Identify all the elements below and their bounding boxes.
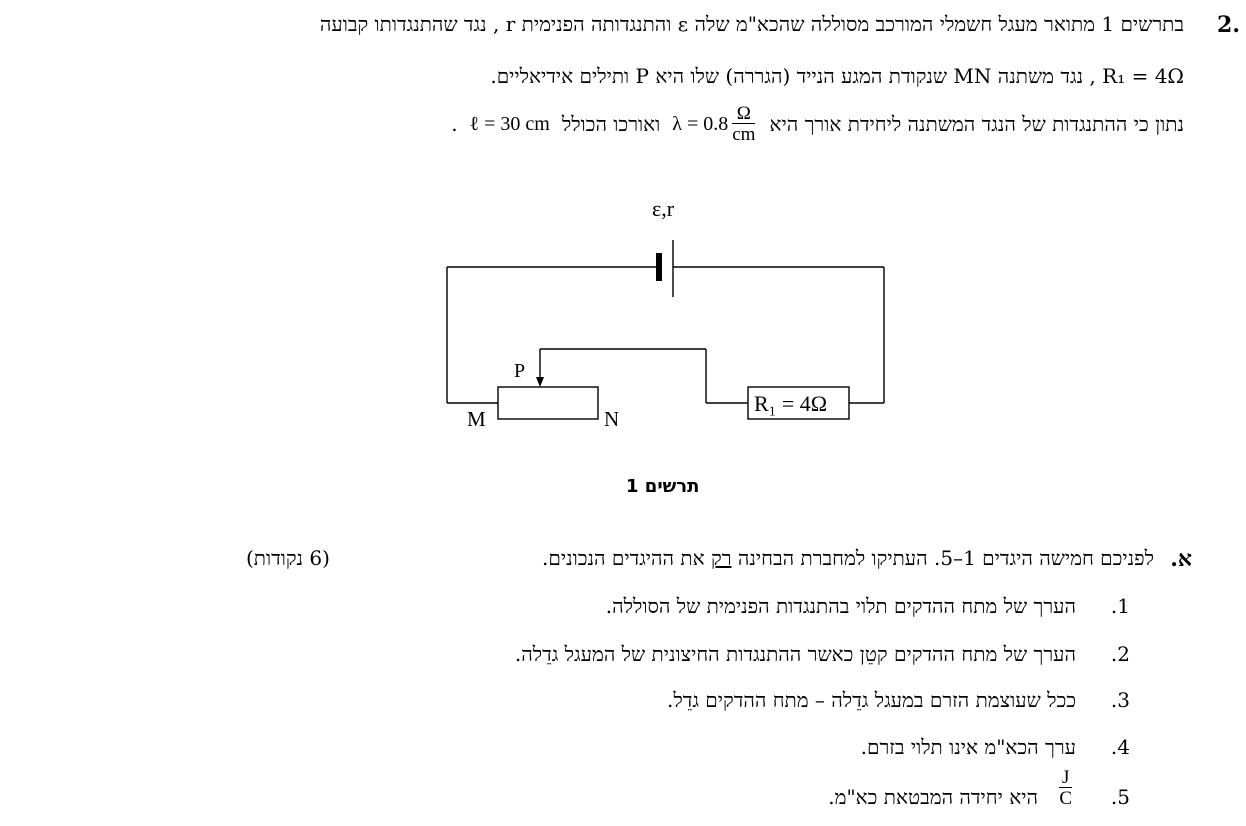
item-5-fraction <box>1055 768 1076 808</box>
slider-label-p: P <box>514 360 526 382</box>
item-text: היא יחידה המבטאת כא"מ. <box>828 785 1038 809</box>
item-number: .4 <box>1110 735 1130 759</box>
period: . <box>451 112 458 136</box>
question-number: 2. <box>1217 12 1240 38</box>
terminal-label-m: M <box>467 407 486 431</box>
section-intro <box>542 546 1154 571</box>
points-label: (6 נקודות) <box>246 546 330 570</box>
diagram-caption: תרשים 1 <box>626 476 700 497</box>
variable-resistor <box>498 387 598 419</box>
fraction-numerator: Ω <box>732 104 755 124</box>
item-number: .5 <box>1110 785 1130 809</box>
line3-text-b: ואורכו הכולל <box>561 111 661 136</box>
line3-text-a: נתון כי ההתנגדות של הנגד המשתנה ליחידת אורך היא <box>769 111 1184 136</box>
terminal-label-n: N <box>604 407 620 431</box>
intro-before: לפניכם חמישה היגדים 1–5. העתיקו למחברת הבחינה <box>737 546 1154 570</box>
question-line-2: R₁ = 4Ω , נגד משתנה MN שנקודת המגע הנייד (הגררה) שלו היא P ותילים אידיאליים. <box>490 64 1184 88</box>
length-equation: ℓ = 30 cm <box>469 112 550 135</box>
section-letter: א. <box>1170 546 1192 572</box>
item-number: .3 <box>1110 688 1130 712</box>
item-number: .1 <box>1110 594 1130 618</box>
resistor-label: R₁ = 4Ω <box>754 391 828 416</box>
question-line-1: בתרשים 1 מתואר מעגל חשמלי המורכב מסוללה שהכא"מ שלה ε והתנגדותה הפנימית r , נגד שהתנגדותו קבועה <box>319 12 1184 36</box>
fraction-denominator: cm <box>732 124 756 145</box>
fraction-denominator: C <box>1059 788 1072 809</box>
j-per-c-fraction <box>1059 768 1072 808</box>
item-number: .2 <box>1110 642 1130 666</box>
item-text: ערך הכא"מ אינו תלוי בזרם. <box>860 735 1076 759</box>
intro-after: את ההיגדים הנכונים. <box>542 546 705 570</box>
fraction-numerator: J <box>1059 768 1072 788</box>
item-text: הערך של מתח ההדקים קטֵן כאשר ההתנגדות החיצונית של המעגל גדֵלה. <box>514 642 1076 666</box>
battery-label: ε,r <box>652 196 675 221</box>
lambda-equation: λ = 0.8 <box>672 112 729 135</box>
item-text: הערך של מתח ההדקים תלוי בהתנגדות הפנימית של הסוללה. <box>605 594 1076 618</box>
item-text: ככל שעוצמת הזרם במעגל גדֵלה – מתח ההדקים גדֵל. <box>666 688 1076 712</box>
battery-negative-plate <box>656 253 662 281</box>
slider-arrow-icon <box>536 377 544 387</box>
intro-underlined: רק <box>710 546 732 570</box>
